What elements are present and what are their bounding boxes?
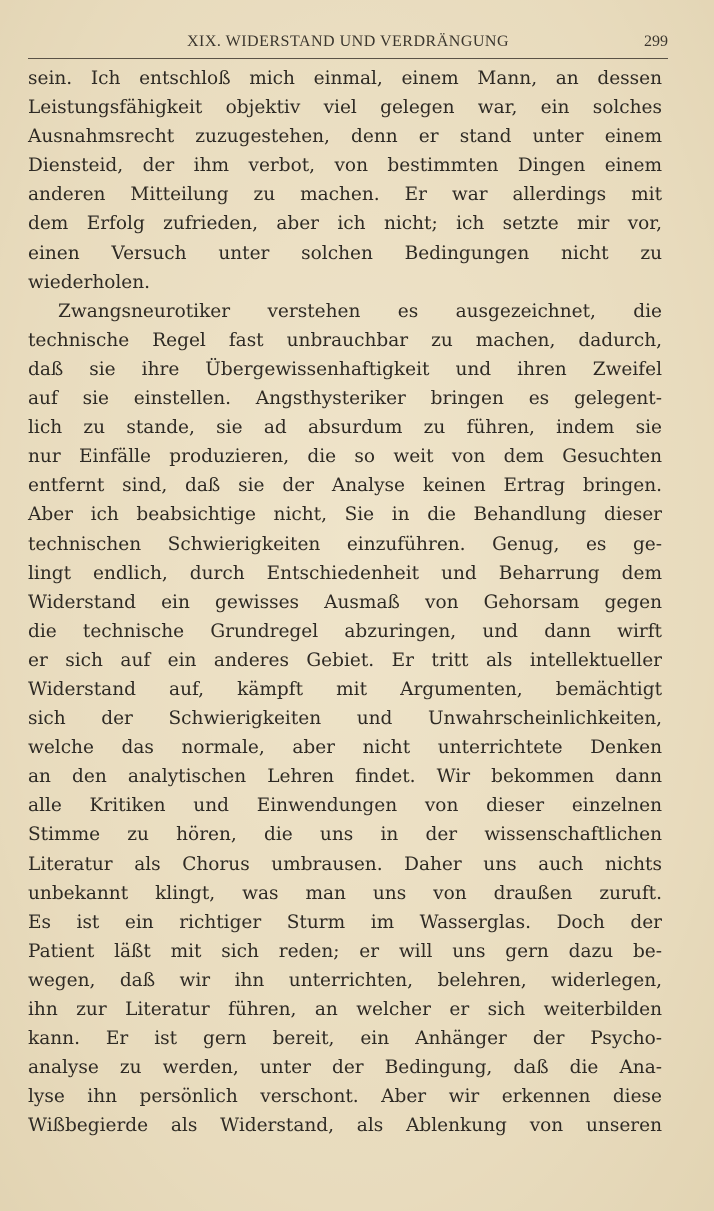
text-line: entfernt sind, daß sie der Analyse keinen Ertrag bringen.	[28, 475, 662, 497]
text-line: Wißbegierde als Widerstand, als Ablenkung von unseren	[28, 1115, 662, 1137]
text-line: dem Erfolg zufrieden, aber ich nicht; ich setzte mir vor,	[28, 213, 662, 235]
text-line: wiederholen.	[28, 271, 151, 293]
body-text	[28, 64, 662, 1140]
text-line: ihn zur Literatur führen, an welcher er sich weiterbilden	[28, 999, 662, 1020]
paragraph	[28, 64, 662, 297]
text-line: auf sie einstellen. Angsthysteriker bringen es gelegent-	[28, 388, 662, 410]
text-line: welche das normale, aber nicht unterrichtete Denken	[28, 737, 662, 759]
text-line: Zwangsneurotiker verstehen es ausgezeichnet, die	[58, 300, 662, 322]
paragraph	[28, 297, 662, 1141]
text-line: lingt endlich, durch Entschiedenheit und Beharrung dem	[28, 562, 662, 584]
text-line: alle Kritiken und Einwendungen von dieser einzelnen	[28, 795, 662, 817]
text-line: Literatur als Chorus umbrausen. Daher uns auch nichts	[28, 853, 662, 875]
text-line: daß sie ihre Übergewissenhaftigkeit und ihren Zweifel	[28, 358, 662, 380]
text-line: Leistungsfähigkeit objektiv viel gelegen war, ein solches	[28, 97, 662, 119]
text-line: kann. Er ist gern bereit, ein Anhänger der Psycho-	[28, 1028, 662, 1050]
text-line: an den analytischen Lehren findet. Wir bekommen dann	[28, 766, 662, 788]
text-line: er sich auf ein anderes Gebiet. Er tritt als intellektueller	[28, 649, 662, 671]
text-line: Aber ich beabsichtige nicht, Sie in die Behandlung dieser	[28, 504, 662, 526]
text-line: die technische Grundregel abzuringen, und dann wirft	[28, 620, 662, 642]
page-number: 299	[644, 33, 668, 50]
text-line: Widerstand auf, kämpft mit Argumenten, bemächtigt	[28, 678, 662, 700]
text-line: Stimme zu hören, die uns in der wissenschaftlichen	[28, 824, 662, 846]
text-line: lich zu stande, sie ad absurdum zu führen, indem sie	[28, 417, 662, 439]
text-line: Diensteid, der ihm verbot, von bestimmten Dingen einem	[28, 155, 662, 177]
text-line: sich der Schwierigkeiten und Unwahrscheinlichkeiten,	[28, 708, 662, 730]
text-line: technische Regel fast unbrauchbar zu machen, dadurch,	[28, 329, 662, 351]
text-line: Patient läßt mit sich reden; er will uns gern dazu be-	[28, 940, 662, 962]
page-header	[28, 33, 668, 55]
text-line: Ausnahmsrecht zuzugestehen, denn er stand unter einem	[28, 126, 662, 148]
header-rule	[28, 58, 668, 59]
text-line: Widerstand ein gewisses Ausmaß von Gehorsam gegen	[28, 591, 662, 613]
text-line: nur Einfälle produzieren, die so weit von dem Gesuchten	[28, 446, 662, 468]
text-line: lyse ihn persönlich verschont. Aber wir erkennen diese	[28, 1086, 662, 1108]
text-line: sein. Ich entschloß mich einmal, einem Mann, an dessen	[28, 68, 662, 89]
text-line: unbekannt klingt, was man uns von draußen zuruft.	[28, 882, 662, 904]
running-title: XIX. WIDERSTAND UND VERDRÄNGUNG	[186, 33, 510, 50]
text-line: analyse zu werden, unter der Bedingung, daß die Ana-	[28, 1057, 662, 1079]
text-line: technischen Schwierigkeiten einzuführen. Genug, es ge-	[28, 533, 662, 555]
text-line: einen Versuch unter solchen Bedingungen nicht zu	[28, 242, 662, 264]
text-line: wegen, daß wir ihn unterrichten, belehren, widerlegen,	[28, 969, 662, 991]
text-line: Es ist ein richtiger Sturm im Wasserglas. Doch der	[28, 911, 662, 933]
text-line: anderen Mitteilung zu machen. Er war allerdings mit	[28, 184, 662, 206]
